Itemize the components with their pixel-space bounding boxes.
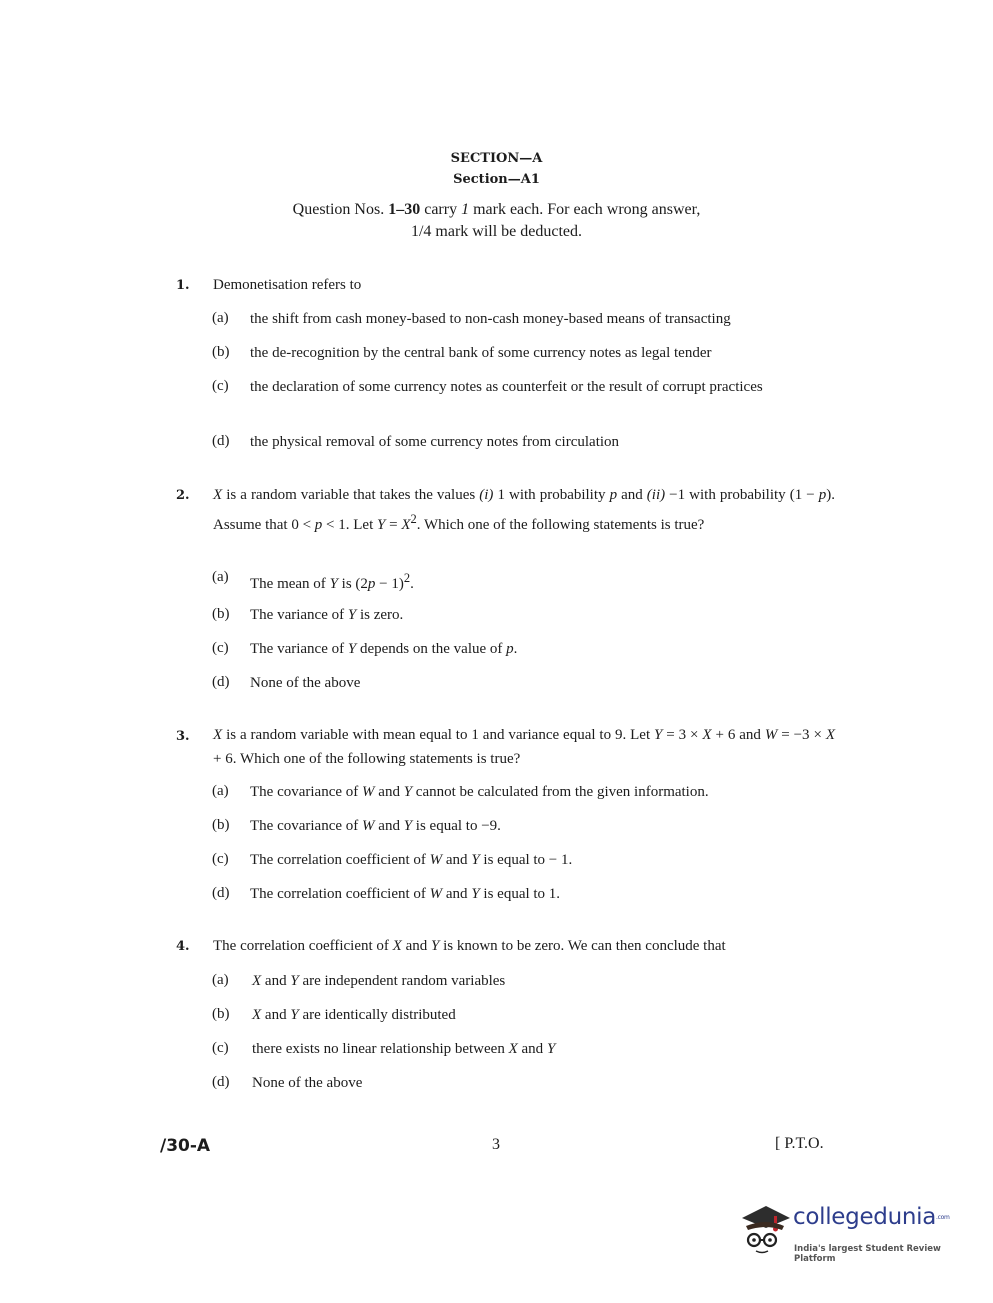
pto-label: [ P.T.O. — [775, 1135, 824, 1152]
logo-tagline: India's largest Student Review Platform — [794, 1244, 941, 1264]
q4-option-d-label: (d) — [212, 1074, 230, 1090]
question-4-stem: The correlation coefficient of X and Y is known to be zero. We can then conclude that — [213, 938, 726, 954]
paper-code: /30-A — [160, 1136, 211, 1156]
q3-option-d-label: (d) — [212, 885, 230, 901]
q4-option-b-label: (b) — [212, 1006, 230, 1022]
q3-option-c-text: The correlation coefficient of W and Y is equal to − 1. — [250, 852, 573, 868]
page-number: 3 — [492, 1136, 500, 1153]
q2-option-a-label: (a) — [212, 569, 229, 585]
q1-option-d-label: (d) — [212, 433, 230, 449]
q2-option-c-label: (c) — [212, 640, 229, 656]
q1-option-a-label: (a) — [212, 310, 229, 326]
section-subtitle: Section—A1 — [453, 172, 540, 187]
q2-option-d-label: (d) — [212, 674, 230, 690]
section-title: SECTION—A — [450, 151, 543, 166]
question-1-number: 1. — [176, 278, 190, 293]
q1-option-b-label: (b) — [212, 344, 230, 360]
question-4-number: 4. — [176, 939, 190, 954]
q4-option-b-text: X and Y are identically distributed — [252, 1007, 456, 1023]
q2-option-b-label: (b) — [212, 606, 230, 622]
q4-option-d-text: None of the above — [252, 1075, 363, 1091]
q1-option-a-text: the shift from cash money-based to non-cash money-based means of transacting — [250, 311, 731, 327]
q3-option-d-text: The correlation coefficient of W and Y is equal to 1. — [250, 886, 561, 902]
q3-option-b-text: The covariance of W and Y is equal to −9. — [250, 818, 501, 834]
q4-option-c-text: there exists no linear relationship between X and Y — [252, 1041, 556, 1057]
q2-option-d-text: None of the above — [250, 675, 361, 691]
instruction-line-2: 1/4 mark will be deducted. — [410, 223, 583, 240]
q1-option-b-text: the de-recognition by the central bank of some currency notes as legal tender — [250, 345, 712, 361]
q3-option-a-label: (a) — [212, 783, 229, 799]
collegedunia-logo — [736, 1196, 961, 1268]
q4-option-a-text: X and Y are independent random variables — [252, 973, 506, 989]
question-2-number: 2. — [176, 488, 190, 503]
q3-option-c-label: (c) — [212, 851, 229, 867]
q3-option-b-label: (b) — [212, 817, 230, 833]
q4-option-a-label: (a) — [212, 972, 229, 988]
logo-wordmark: collegedunia.com — [793, 1204, 950, 1230]
q1-option-d-text: the physical removal of some currency notes from circulation — [250, 434, 620, 450]
instructions — [0, 199, 993, 243]
q3-option-a-text: The covariance of W and Y cannot be calculated from the given information. — [250, 784, 709, 800]
instruction-line-1: Question Nos. 1–30 carry 1 mark each. For each wrong answer, — [292, 201, 701, 218]
q2-option-c-text: The variance of Y depends on the value of p. — [250, 641, 518, 657]
question-3-stem: X is a random variable with mean equal to 1 and variance equal to 9. Let Y = 3 × X + 6 and W = −3 × X + 6. Which one of the following statements is true? — [213, 727, 835, 767]
mascot-icon — [736, 1196, 796, 1256]
q4-option-c-label: (c) — [212, 1040, 229, 1056]
q1-option-c-text: the declaration of some currency notes as counterfeit or the result of corrupt practices — [250, 379, 763, 395]
question-2-stem: X is a random variable that takes the values (i) 1 with probability p and (ii) −1 with probability (1 − p). Assume that 0 < p < 1. Let $Y = X^2$. Which one of the following statements is true? — [213, 487, 835, 533]
question-3-number: 3. — [176, 729, 190, 744]
q2-option-a-text: The mean of Y is $(2p - 1)^2$. — [250, 571, 414, 592]
q1-option-c-label: (c) — [212, 378, 229, 394]
q2-option-b-text: The variance of Y is zero. — [250, 607, 404, 623]
question-1-stem: Demonetisation refers to — [213, 277, 362, 293]
